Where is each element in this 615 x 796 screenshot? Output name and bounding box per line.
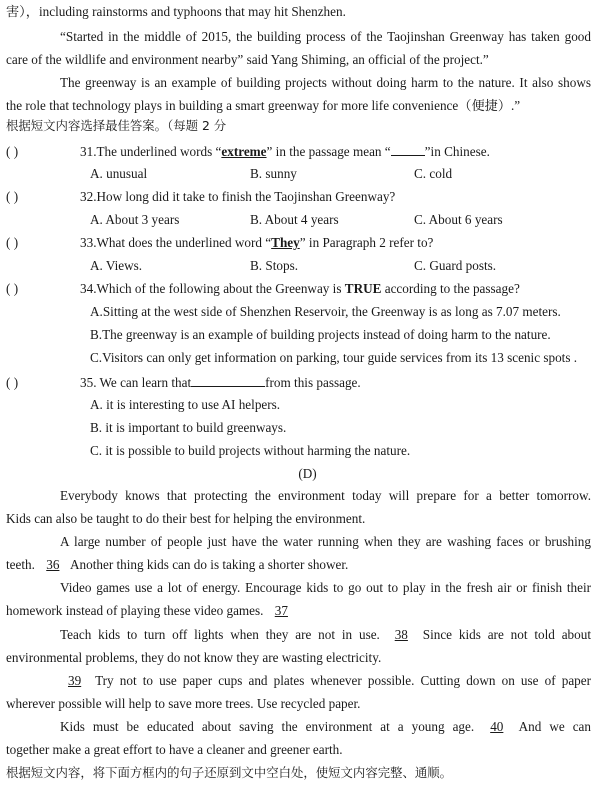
option-c[interactable]: C.Visitors can only get information on parking, tour guide services from its 13 scenic spots . (90, 350, 578, 365)
answer-blank[interactable] (391, 143, 425, 156)
passage-line: 害），including rainstorms and typhoons that may hit Shenzhen. (6, 4, 346, 19)
question-33: ( ) 33.What does the underlined word “They” in Paragraph 2 refer to? (6, 235, 434, 250)
section-label: (D) (298, 466, 317, 481)
passage-line: care of the wildlife and environment nearby” said Yang Shiming, an official of the project.” (6, 52, 489, 67)
option-b[interactable]: B. Stops. (250, 258, 299, 273)
passage-line: A large number of people just have the water running when they are washing faces or brushing (60, 534, 591, 549)
option-a[interactable]: A. it is interesting to use AI helpers. (90, 397, 281, 412)
passage-line: Everybody knows that protecting the environment today will prepare for a better tomorrow. (60, 488, 591, 503)
instruction-text: 根据短文内容，将下面方框内的句子还原到文中空白处，使短文内容完整、通顺。 (6, 765, 453, 780)
key-word: They (271, 235, 300, 250)
option-b[interactable]: B.The greenway is an example of building projects instead of doing harm to the nature. (90, 327, 551, 342)
blank-40[interactable]: 40 (490, 719, 504, 734)
passage-line: 39 Try not to use paper cups and plates whenever possible. Cutting down on use of paper (60, 673, 591, 689)
passage-line: wherever possible will help to save more trees. Use recycled paper. (6, 696, 361, 711)
option-a[interactable]: A.Sitting at the west side of Shenzhen Reservoir, the Greenway is as long as 7.07 meters. (90, 304, 561, 319)
option-c[interactable]: C. cold (414, 166, 453, 181)
option-a[interactable]: A. About 3 years (90, 212, 180, 227)
question-35: ( ) 35. We can learn that from this passage. (6, 375, 361, 390)
passage-line: homework instead of playing these video games. 37 (6, 603, 296, 619)
passage-line: The greenway is an example of building projects without doing harm to the nature. It also shows (60, 75, 591, 90)
passage-line: Teach kids to turn off lights when they are not in use. 38 Since kids are not told about (60, 627, 591, 642)
answer-bracket[interactable]: ( ) (6, 235, 19, 250)
option-c[interactable]: C. Guard posts. (414, 258, 497, 273)
option-b[interactable]: B. sunny (250, 166, 297, 181)
option-c[interactable]: C. it is possible to build projects without harming the nature. (90, 443, 411, 458)
question-32: ( ) 32.How long did it take to finish the Taojinshan Greenway? (6, 189, 396, 204)
answer-bracket[interactable]: ( ) (6, 375, 19, 390)
passage-line: the role that technology plays in building a smart greenway for more life convenience（便捷）.” (6, 98, 521, 113)
option-a[interactable]: A. Views. (90, 258, 143, 273)
option-c[interactable]: C. About 6 years (414, 212, 503, 227)
passage-line: teeth. 36 Another thing kids can do is taking a shorter shower. (6, 557, 349, 572)
passage-line: “Started in the middle of 2015, the building process of the Taojinshan Greenway has taken good (60, 29, 591, 44)
option-b[interactable]: B. it is important to build greenways. (90, 420, 287, 435)
passage-line: environmental problems, they do not know they are wasting electricity. (6, 650, 382, 665)
blank-36[interactable]: 36 (46, 557, 60, 572)
option-b[interactable]: B. About 4 years (250, 212, 339, 227)
option-a[interactable]: A. unusual (90, 166, 148, 181)
blank-39[interactable]: 39 (68, 673, 82, 688)
blank-37[interactable]: 37 (274, 603, 288, 618)
instruction-text: 根据短文内容选择最佳答案。（每题 2 分 (6, 118, 227, 133)
passage-line: Video games use a lot of energy. Encourage kids to go out to play in the fresh air or finish their (60, 580, 591, 595)
answer-bracket[interactable]: ( ) (6, 144, 19, 159)
passage-line: Kids must be educated about saving the environment at a young age. 40 And we can (60, 719, 592, 734)
passage-line: together make a great effort to have a cleaner and greener earth. (6, 742, 343, 757)
key-word: extreme (221, 144, 267, 159)
question-34: ( ) 34.Which of the following about the Greenway is TRUE according to the passage? (6, 281, 520, 296)
question-31: ( ) 31.The underlined words “extreme” in the passage mean “ ”in Chinese. (6, 144, 490, 159)
passage-line: Kids can also be taught to do their best for helping the environment. (6, 511, 366, 526)
blank-38[interactable]: 38 (394, 627, 408, 642)
key-word: TRUE (344, 281, 382, 296)
answer-bracket[interactable]: ( ) (6, 281, 19, 296)
answer-blank[interactable] (191, 374, 265, 387)
answer-bracket[interactable]: ( ) (6, 189, 19, 204)
